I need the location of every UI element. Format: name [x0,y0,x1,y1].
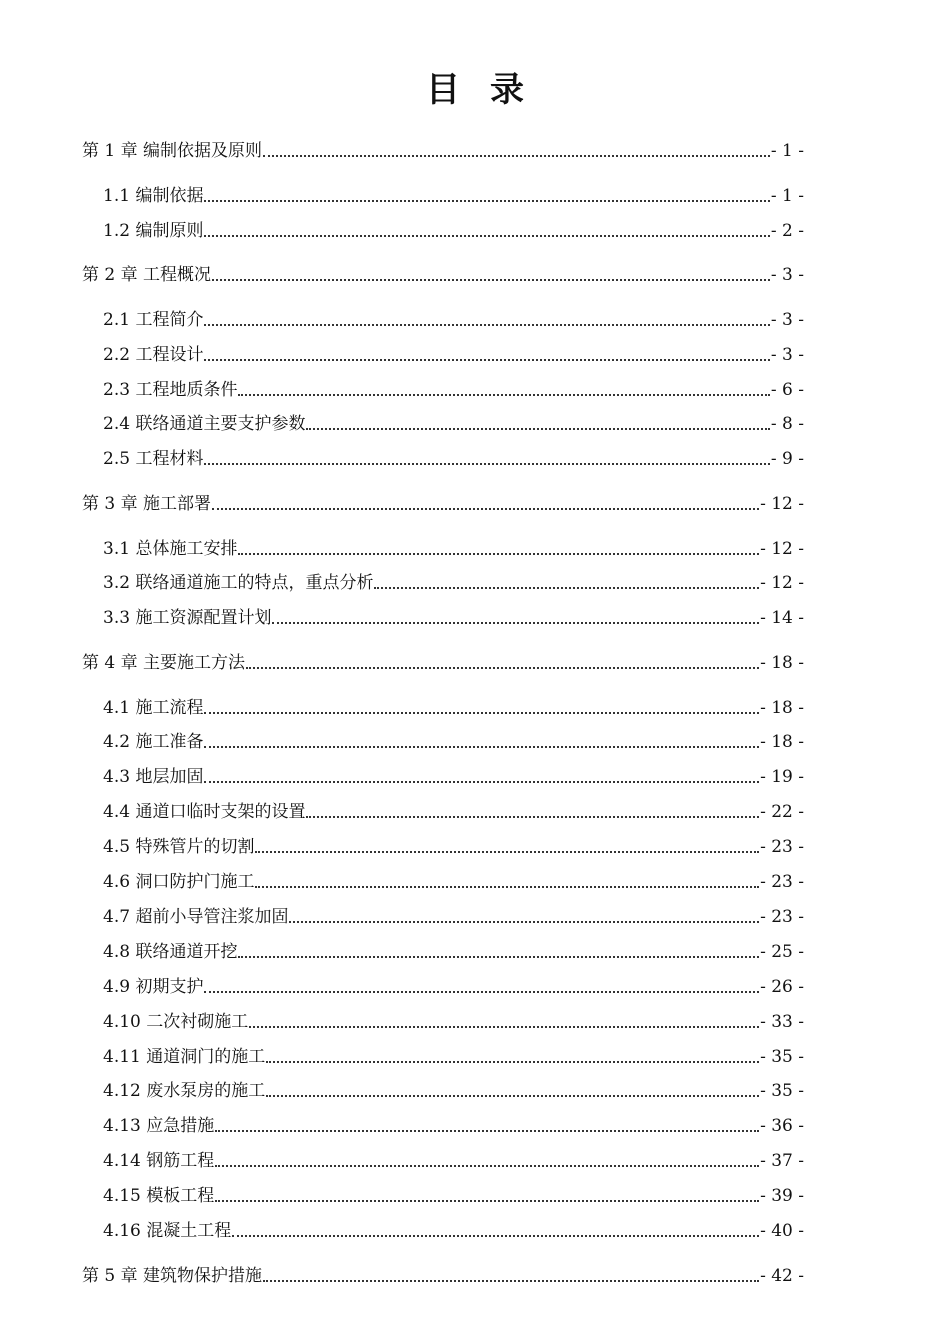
toc-entry-label: 1.1 编制依据 [103,185,204,206]
toc-section-entry[interactable] [103,1076,804,1102]
toc-section-entry[interactable] [103,534,804,560]
toc-entry-label: 4.4 通道口临时支架的设置 [103,802,306,823]
toc-entry-label: 4.13 应急措施 [103,1116,215,1137]
toc-page-number: - 18 - [760,697,804,718]
toc-entry-label: 4.8 联络通道开挖 [103,941,238,962]
toc-page-number: - 23 - [760,837,804,858]
toc-section-entry[interactable] [103,972,804,998]
toc-section-entry[interactable] [103,1042,804,1068]
toc-entry-label: 4.14 钢筋工程 [103,1151,215,1172]
toc-page-number: - 40 - [760,1221,804,1241]
toc-entry-label: 2.5 工程材料 [103,449,204,470]
toc-dot-leader [204,712,759,714]
toc-page-number: - 23 - [760,872,804,892]
toc-section-entry[interactable] [103,375,804,401]
toc-dot-leader [204,463,769,465]
toc-section-entry[interactable] [103,444,804,470]
toc-dot-leader [212,508,759,510]
toc-page-number: - 3 - [770,344,804,365]
toc-page-number: - 39 - [760,1186,804,1207]
toc-page-number: - 35 - [760,1046,804,1067]
toc-entry-label: 2.3 工程地质条件 [103,379,238,400]
toc-section-entry[interactable] [103,340,804,366]
toc-page-number: - 22 - [760,802,804,823]
toc-section-entry[interactable] [103,1216,804,1242]
toc-page-number: - 12 - [760,573,804,594]
toc-entry-label: 4.10 二次衬砌施工 [103,1011,249,1032]
toc-dot-leader [204,324,769,326]
toc-section-entry[interactable] [103,1111,804,1137]
toc-dot-leader [249,1026,759,1028]
toc-section-entry[interactable] [103,867,804,893]
toc-page-number: - 19 - [760,767,804,788]
toc-entry-label: 第 3 章 施工部署 [82,493,212,514]
toc-entry-label: 4.11 通道洞门的施工 [103,1046,266,1067]
toc-page-number: - 18 - [760,652,804,673]
toc-section-entry[interactable] [103,937,804,963]
toc-dot-leader [204,781,759,783]
toc-dot-leader [238,956,759,958]
toc-section-entry[interactable] [103,762,804,788]
toc-dot-leader [289,921,759,923]
toc-dot-leader [204,359,769,361]
toc-chapter-entry[interactable] [82,1261,804,1287]
toc-dot-leader [306,816,759,818]
toc-entry-label: 第 1 章 编制依据及原则 [82,141,263,161]
toc-entry-label: 4.5 特殊管片的切割 [103,837,255,858]
toc-entry-label: 3.1 总体施工安排 [103,538,238,559]
toc-dot-leader [238,394,769,396]
toc-dot-leader [204,200,769,202]
toc-page-number: - 23 - [760,906,804,927]
toc-section-entry[interactable] [103,1007,804,1033]
toc-dot-leader [306,428,769,430]
toc-entry-label: 4.6 洞口防护门施工 [103,872,255,892]
toc-section-entry[interactable] [103,832,804,858]
toc-chapter-entry[interactable] [82,260,804,286]
toc-dot-leader [246,667,759,669]
toc-page-number: - 18 - [760,732,804,753]
toc-entry-label: 2.1 工程简介 [103,309,204,330]
toc-dot-leader [215,1200,759,1202]
toc-section-entry[interactable] [103,409,804,435]
toc-page-number: - 42 - [760,1265,804,1286]
toc-page-number: - 12 - [760,538,804,559]
toc-chapter-entry[interactable] [82,136,804,162]
toc-entry-label: 第 4 章 主要施工方法 [82,652,246,673]
toc-chapter-entry[interactable] [82,648,804,674]
toc-page-number: - 14 - [760,608,804,629]
toc-section-entry[interactable] [103,727,804,753]
toc-section-entry[interactable] [103,797,804,823]
toc-page-number: - 36 - [760,1116,804,1137]
toc-page-number: - 12 - [760,493,804,514]
toc-page-number: - 33 - [760,1011,804,1032]
toc-dot-leader [272,622,759,624]
toc-dot-leader [266,1095,759,1097]
toc-entry-label: 4.12 废水泵房的施工 [103,1081,266,1102]
toc-page-number: - 1 - [770,141,804,161]
toc-dot-leader [263,1280,759,1282]
toc-entry-label: 4.15 模板工程 [103,1186,215,1207]
toc-page-number: - 8 - [770,414,804,435]
toc-dot-leader [215,1165,759,1167]
toc-entry-label: 第 5 章 建筑物保护措施 [82,1265,263,1286]
toc-page-number: - 37 - [760,1151,804,1172]
toc-entry-label: 3.3 施工资源配置计划 [103,608,272,629]
toc-section-entry[interactable] [103,1181,804,1207]
toc-entry-label: 4.9 初期支护 [103,976,204,997]
toc-dot-leader [263,155,770,157]
toc-page-number: - 2 - [770,220,804,241]
toc-page-number: - 35 - [760,1081,804,1102]
toc-page-number: - 1 - [770,185,804,206]
toc-title: 目录 [426,70,554,110]
toc-page-number: - 25 - [760,941,804,962]
toc-section-entry[interactable] [103,216,804,242]
toc-section-entry[interactable] [103,693,804,719]
toc-dot-leader [204,991,759,993]
toc-dot-leader [374,587,759,589]
toc-section-entry[interactable] [103,181,804,207]
toc-page-number: - 3 - [770,265,804,286]
toc-entry-label: 第 2 章 工程概况 [82,265,212,286]
toc-section-entry[interactable] [103,305,804,331]
toc-entry-label: 1.2 编制原则 [103,220,204,241]
toc-dot-leader [232,1235,759,1237]
toc-dot-leader [204,235,769,237]
toc-dot-leader [255,886,759,888]
toc-chapter-entry[interactable] [82,489,804,515]
toc-dot-leader [212,279,770,281]
toc-entry-label: 4.3 地层加固 [103,767,204,788]
toc-entry-label: 2.4 联络通道主要支护参数 [103,414,306,435]
toc-section-entry[interactable] [103,902,804,928]
toc-page-number: - 26 - [760,976,804,997]
toc-entry-label: 4.16 混凝土工程 [103,1221,232,1241]
toc-page-number: - 9 - [770,449,804,470]
toc-entry-label: 4.7 超前小导管注浆加固 [103,906,289,927]
toc-dot-leader [204,746,759,748]
toc-dot-leader [266,1061,759,1063]
toc-entry-label: 4.2 施工准备 [103,732,204,753]
toc-section-entry[interactable] [103,603,804,629]
toc-page-number: - 6 - [770,379,804,400]
toc-dot-leader [238,553,759,555]
toc-entry-label: 3.2 联络通道施工的特点，重点分析 [103,573,374,594]
toc-entry-label: 2.2 工程设计 [103,344,204,365]
toc-page-number: - 3 - [770,309,804,330]
toc-dot-leader [255,851,759,853]
toc-dot-leader [215,1130,759,1132]
toc-entry-label: 4.1 施工流程 [103,697,204,718]
toc-section-entry[interactable] [103,1146,804,1172]
toc-section-entry[interactable] [103,568,804,594]
